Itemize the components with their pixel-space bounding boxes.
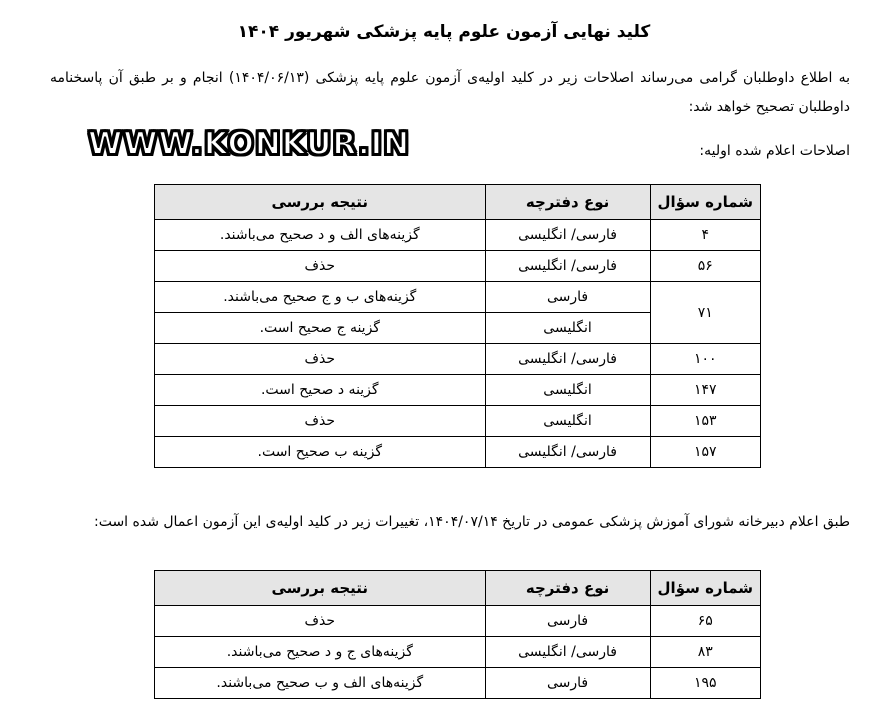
intro-paragraph: به اطلاع داوطلبان گرامی می‌رساند اصلاحات زیر در کلید اولیه‌ی آزمون علوم پایه پزشکی (۱۴۰۴/۰۶/۱۳) انجام و بر طبق آن پاسخنامه داوطلبان تصحیح خواهد شد: — [50, 70, 850, 115]
section2-paragraph: طبق اعلام دبیرخانه شورای آموزش پزشکی عمومی در تاریخ ۱۴۰۴/۰۷/۱۴، تغییرات زیر در کلید اولیه‌ی این آزمون اعمال شده است: — [93, 514, 850, 530]
cell-booklet: فارسی — [485, 282, 650, 313]
cell-question: ۸۳ — [650, 637, 760, 668]
table-header-row — [155, 185, 761, 220]
cell-question: ۷۱ — [650, 282, 760, 344]
table-row — [155, 606, 761, 637]
cell-booklet: فارسی/ انگلیسی — [485, 637, 650, 668]
cell-question: ۱۹۵ — [650, 668, 760, 699]
table-row — [155, 344, 761, 375]
cell-result: حذف — [155, 606, 486, 637]
cell-result: گزینه ج صحیح است. — [155, 313, 486, 344]
cell-result: حذف — [155, 251, 486, 282]
header-question-number: شماره سؤال — [650, 185, 760, 220]
header-booklet-type: نوع دفترچه — [485, 571, 650, 606]
header-booklet-type: نوع دفترچه — [485, 185, 650, 220]
header-question-number: شماره سؤال — [650, 571, 760, 606]
cell-booklet: فارسی/ انگلیسی — [485, 437, 650, 468]
cell-result: گزینه‌های ب و ج صحیح می‌باشند. — [155, 282, 486, 313]
table-row — [155, 220, 761, 251]
header-review-result: نتیجه بررسی — [155, 185, 486, 220]
cell-booklet: فارسی/ انگلیسی — [485, 220, 650, 251]
section1-heading: اصلاحات اعلام شده اولیه: — [699, 143, 850, 159]
cell-result: گزینه ب صحیح است. — [155, 437, 486, 468]
cell-booklet: فارسی/ انگلیسی — [485, 344, 650, 375]
cell-result: گزینه‌های الف و ب صحیح می‌باشند. — [155, 668, 486, 699]
cell-booklet: انگلیسی — [485, 375, 650, 406]
table-row — [155, 282, 761, 313]
table-row — [155, 251, 761, 282]
cell-question: ۱۴۷ — [650, 375, 760, 406]
cell-question: ۱۵۷ — [650, 437, 760, 468]
initial-corrections-table — [154, 184, 761, 468]
table-row — [155, 437, 761, 468]
cell-booklet: فارسی — [485, 606, 650, 637]
table-row — [155, 406, 761, 437]
cell-result: حذف — [155, 406, 486, 437]
cell-booklet: انگلیسی — [485, 406, 650, 437]
final-changes-table — [154, 570, 761, 699]
cell-booklet: فارسی — [485, 668, 650, 699]
cell-booklet: فارسی/ انگلیسی — [485, 251, 650, 282]
cell-result: گزینه د صحیح است. — [155, 375, 486, 406]
document-title: کلید نهایی آزمون علوم پایه پزشکی شهریور ۱۴۰۴ — [237, 22, 651, 42]
cell-result: گزینه‌های ج و د صحیح می‌باشند. — [155, 637, 486, 668]
table-row — [155, 668, 761, 699]
watermark-logo: WWW.KONKUR.IN — [88, 126, 411, 162]
cell-result: حذف — [155, 344, 486, 375]
cell-question: ۴ — [650, 220, 760, 251]
cell-result: گزینه‌های الف و د صحیح می‌باشند. — [155, 220, 486, 251]
header-review-result: نتیجه بررسی — [155, 571, 486, 606]
table-header-row — [155, 571, 761, 606]
table-row — [155, 637, 761, 668]
cell-booklet: انگلیسی — [485, 313, 650, 344]
cell-question: ۶۵ — [650, 606, 760, 637]
cell-question: ۱۰۰ — [650, 344, 760, 375]
cell-question: ۱۵۳ — [650, 406, 760, 437]
table-row — [155, 375, 761, 406]
cell-question: ۵۶ — [650, 251, 760, 282]
